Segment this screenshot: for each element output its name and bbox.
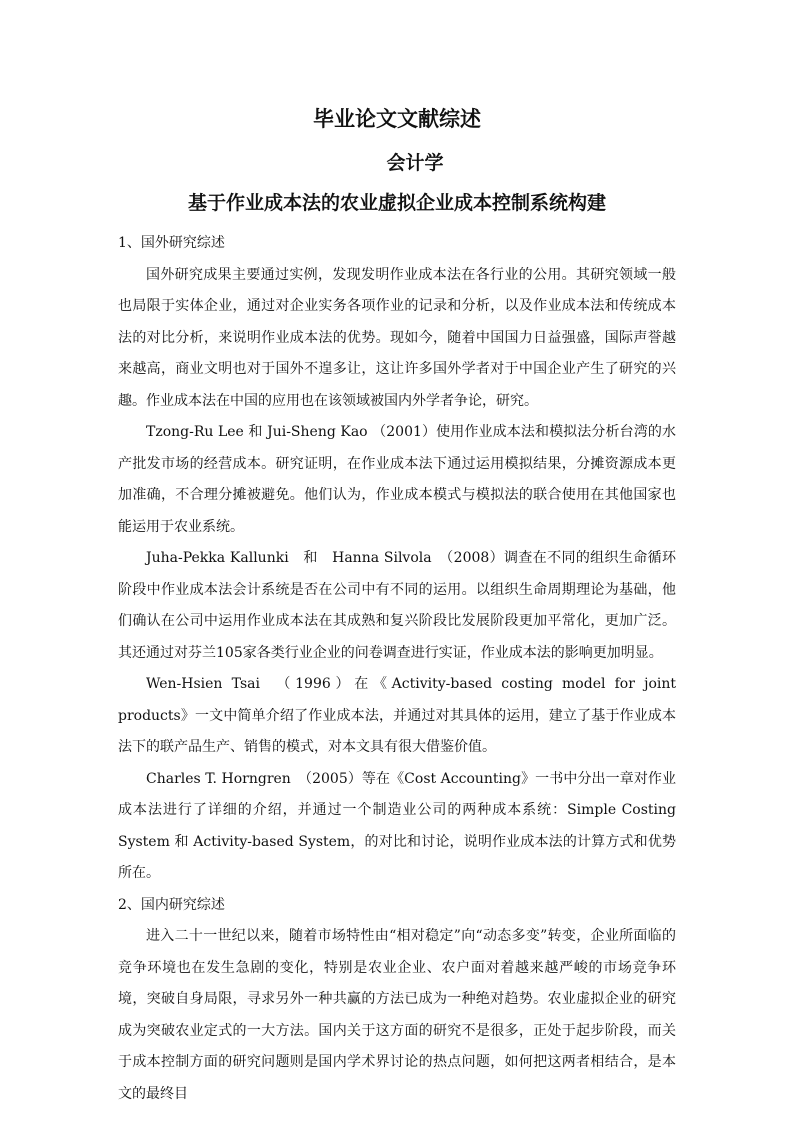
paragraph: Wen-Hsien Tsai （1996）在《Activity-based costing model for joint products》一文中简单介绍了作业成本法，并通过对其具体的运用，建立了基于作业成本法下的联产品生产、销售的模式，对本文具有很大借鉴价值。	[118, 676, 676, 755]
subject-title: 会计学	[386, 152, 444, 174]
main-title: 毕业论文文献综述	[313, 106, 481, 131]
paragraph: Juha-Pekka Kallunki 和 Hanna Silvola （2008）调查在不同的组织生命循环阶段中作业成本法会计系统是否在公司中有不同的运用。以组织生命周期理论为基础，他们确认在公司中运用作业成本法在其成熟和复兴阶段比发展阶段更加平常化，更加广泛。其还通过对芬兰105家各类行业企业的问卷调查进行实证，作业成本法的影响更加明显。	[118, 550, 676, 661]
body-text	[118, 228, 676, 1110]
paragraph: 国外研究成果主要通过实例，发现发明作业成本法在各行业的公用。其研究领域一般也局限于实体企业，通过对企业实务各项作业的记录和分析，以及作业成本法和传统成本法的对比分析，来说明作业成本法的优势。现如今，随着中国国力日益强盛，国际声誉越来越高，商业文明也对于国外不遑多让，这让许多国外学者对于中国企业产生了研究的兴趣。作业成本法在中国的应用也在该领域被国内外学者争论，研究。	[118, 266, 676, 409]
paragraph: Tzong-Ru Lee 和 Jui-Sheng Kao （2001）使用作业成本法和模拟法分析台湾的水产批发市场的经营成本。研究证明，在作业成本法下通过运用模拟结果，分摊资源成本更加准确，不合理分摊被避免。他们认为，作业成本模式与模拟法的联合使用在其他国家也能运用于农业系统。	[118, 424, 676, 535]
paragraph: 进入二十一世纪以来，随着市场特性由“相对稳定”向“动态多变”转变，企业所面临的竞争环境也在发生急剧的变化，特别是农业企业、农户面对着越来越严峻的市场竞争环境，突破自身局限，寻求另外一种共赢的方法已成为一种绝对趋势。农业虚拟企业的研究成为突破农业定式的一大方法。国内关于这方面的研究不是很多，正处于起步阶段，而关于成本控制方面的研究问题则是国内学术界讨论的热点问题，如何把这两者相结合，是本文的最终目	[118, 928, 676, 1102]
section-heading-domestic: 2、国内研究综述	[118, 896, 225, 913]
paragraph: Charles T. Horngren （2005）等在《Cost Accounting》一书中分出一章对作业成本法进行了详细的介绍，并通过一个制造业公司的两种成本系统：Simple Costing System 和 Activity-based System，的对比和讨论，说明作业成本法的计算方式和优势所在。	[118, 770, 676, 881]
thesis-title: 基于作业成本法的农业虚拟企业成本控制系统构建	[187, 192, 606, 214]
section-heading-foreign: 1、国外研究综述	[118, 235, 225, 251]
